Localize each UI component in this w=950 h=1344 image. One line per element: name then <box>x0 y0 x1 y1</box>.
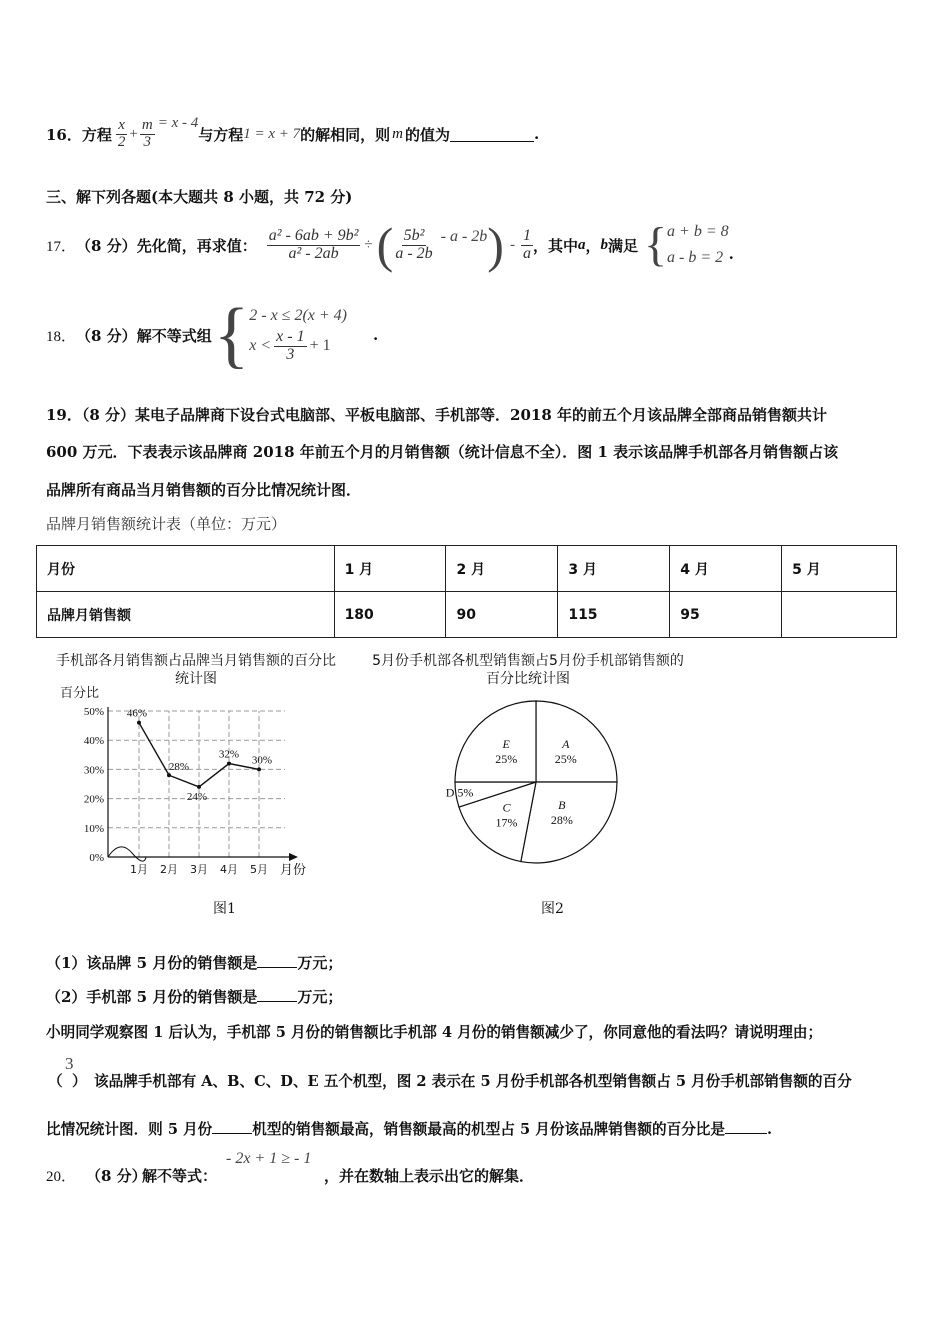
pie-slice <box>455 701 536 782</box>
q16-frac-m3: $\frac{m}{3}$ <box>141 116 153 150</box>
data-point <box>197 785 201 789</box>
q20-number: 20． <box>46 1169 77 1185</box>
section-3-title: 三、解下列各题(本大题共 8 小题，共 72 分) <box>46 188 353 206</box>
x-tick-label: 2月 <box>160 863 178 876</box>
q19-sub3-open: （ <box>48 1073 63 1090</box>
q17-brace: { <box>644 218 668 271</box>
q17-frac3: $\frac{1}{a}$ <box>522 226 531 262</box>
table-cell: 115 <box>558 592 670 638</box>
q16-post: 的解相同，则 <box>300 125 391 144</box>
q20-text: 解不等式： <box>142 1167 218 1185</box>
q19-sub1-text: （1）该品牌 5 月份的销售额是 <box>46 954 258 972</box>
q17-sys2: a - b = 2 <box>667 249 724 266</box>
q18-ineq1: 2 - x ≤ 2(x + 4) <box>249 306 347 324</box>
q17-cond-sep: ， <box>585 236 601 255</box>
y-tick-label: 30% <box>83 764 104 777</box>
q19-line1: 19．（8 分）某电子品牌商下设台式电脑部、平板电脑部、手机部等．2018 年的前五个月该品牌全部商品销售额共计 <box>46 406 828 424</box>
q19-sub3b-text2: 机型的销售额最高，销售额最高的机型占 5 月份该品牌销售额的百分比是 <box>252 1121 725 1138</box>
slice-value: 17% <box>495 815 518 830</box>
q17-paren-right: ) <box>487 217 504 273</box>
x-axis-arrow-icon <box>289 853 298 861</box>
q16-eq2: 1 = x + 7 <box>243 125 301 142</box>
chart2-title: 5月份手机部各机型销售额占5月份手机部销售额的百分比统计图 <box>372 653 684 687</box>
question-20 <box>46 1150 746 1194</box>
q17-end: . <box>728 245 734 263</box>
axis-break-icon <box>108 847 146 861</box>
table-cell: 品牌月销售额 <box>37 592 335 638</box>
q19-sub1-unit: 万元； <box>297 954 343 972</box>
q17-minus: - <box>509 236 515 253</box>
q18-system <box>213 294 347 376</box>
chart2-caption: 图2 <box>541 901 564 917</box>
data-label: 28% <box>168 761 190 774</box>
q17-inner-rest: - a - 2b <box>440 228 488 245</box>
q18-brace: { <box>213 294 250 376</box>
q19-sub3a-text: 该品牌手机部有 A、B、C、D、E 五个机型，图 2 表示在 5 月份手机部各机型销售额占 5 月份手机部销售额的百分 <box>94 1073 852 1090</box>
data-label: 46% <box>126 707 148 720</box>
q19-sub3b-text1: 比情况统计图．则 5 月份 <box>46 1121 213 1138</box>
data-point <box>227 762 231 766</box>
q16-answer-blank[interactable] <box>450 127 534 142</box>
q16-mid: 与方程 <box>198 125 244 144</box>
chart1-caption: 图1 <box>213 901 236 917</box>
table-cell: 90 <box>446 592 558 638</box>
q17-frac1: $\frac{\text{a² - 6ab + 9b²}}{\text{a² - 2ab}}$ <box>268 226 359 262</box>
q19-sub2-blank[interactable] <box>257 987 297 1002</box>
line-chart <box>40 684 330 884</box>
x-tick-label: 3月 <box>190 863 208 876</box>
slice-label: A <box>562 737 570 752</box>
q19-sub3b-end: . <box>767 1121 773 1138</box>
x-tick-label: 1月 <box>130 863 148 876</box>
q19-line2: 600 万元．下表表示该品牌商 2018 年前五个月的月销售额（统计信息不全）．图 1 表示该品牌手机部各月销售额占该 <box>46 443 839 461</box>
q16-end: . <box>534 125 540 143</box>
q19-sub2-unit: 万元； <box>297 988 343 1006</box>
q17-paren-left: ( <box>376 217 394 273</box>
slice-value: 25% <box>554 752 577 767</box>
question-16 <box>46 104 539 164</box>
q19-sub3-close: ） <box>72 1073 87 1090</box>
question-17 <box>46 212 734 278</box>
q16-plus: + <box>129 125 138 142</box>
q16-post2: 的值为 <box>405 125 451 144</box>
y-tick-label: 40% <box>83 735 104 748</box>
q18-ineq2-post: + 1 <box>309 337 331 354</box>
question-18 <box>46 292 378 378</box>
slice-label: D 5% <box>445 785 474 800</box>
q17-divide: ÷ <box>364 236 373 253</box>
table-cell-empty <box>782 592 897 638</box>
x-axis-label: 月份 <box>280 863 307 878</box>
q18-ineq2-pre: x < <box>249 337 272 354</box>
y-tick-label: 20% <box>83 793 104 806</box>
q17-text: 先化简，再求值： <box>136 236 257 255</box>
q17-sys1: a + b = 8 <box>667 223 729 240</box>
q19-sub3b <box>46 1118 772 1139</box>
y-axis-label: 百分比 <box>60 686 100 701</box>
pie-slice <box>536 701 617 782</box>
x-tick-label: 4月 <box>220 863 238 876</box>
table-header-cell: 4 月 <box>670 546 782 592</box>
slice-label: B <box>558 798 566 813</box>
q18-number: 18． <box>46 328 77 345</box>
q19-sub2b: 小明同学观察图 1 后认为，手机部 5 月份的销售额比手机部 4 月份的销售额减少了，你同意他的看法吗？请说明理由； <box>46 1024 823 1041</box>
data-label: 24% <box>186 790 208 803</box>
q19-sub3-num: 3 <box>65 1054 74 1073</box>
q19-sub1 <box>46 952 342 973</box>
q17-cond-a: a <box>577 236 586 253</box>
data-point <box>257 767 261 771</box>
q20-post: ，并在数轴上表示出它的解集． <box>324 1167 535 1185</box>
q17-frac2: $\frac{\text{5b²}}{a - 2b}$ <box>395 226 433 262</box>
q18-points: （8 分） <box>76 326 137 345</box>
sales-table <box>36 545 897 638</box>
q20-points: （8 分） <box>86 1167 147 1185</box>
q18-text: 解不等式组 <box>136 326 212 345</box>
q19-sub2 <box>46 986 342 1007</box>
y-tick-label: 0% <box>89 852 104 864</box>
table-header-cell: 月份 <box>37 546 335 592</box>
q18-frac: $\frac{x - 1}{3}$ <box>276 327 305 363</box>
table-header-row <box>37 546 897 592</box>
q17-cond-b: b <box>600 236 608 253</box>
table-row <box>37 592 897 638</box>
slice-label: E <box>502 737 510 752</box>
pie-chart <box>440 690 640 875</box>
q17-cond-text: ，其中 <box>532 236 578 255</box>
q16-number: 16． <box>46 125 82 144</box>
q16-prefix: 方程 <box>81 125 112 144</box>
data-label: 32% <box>218 748 240 761</box>
q19-line3: 品牌所有商品当月销售额的百分比情况统计图． <box>46 481 362 499</box>
table-caption: 品牌月销售额统计表（单位：万元） <box>46 515 287 533</box>
q19-sub1-blank[interactable] <box>257 953 297 968</box>
q17-cond-text2: 满足 <box>607 236 638 255</box>
table-cell: 95 <box>670 592 782 638</box>
data-point <box>137 721 141 725</box>
q16-var: m <box>392 125 404 142</box>
slice-label: C <box>502 800 511 815</box>
q18-end: . <box>373 326 379 344</box>
table-header-cell: 3 月 <box>558 546 670 592</box>
chart1-title: 手机部各月销售额占品牌当月销售额的百分比统计图 <box>56 653 336 687</box>
q19-sub3b-blank2[interactable] <box>725 1119 767 1134</box>
q17-points: （8 分） <box>76 236 137 255</box>
q19-sub2-text: （2）手机部 5 月份的销售额是 <box>46 988 258 1006</box>
q16-frac-x2: $\frac{x}{2}$ <box>117 116 126 150</box>
y-tick-label: 50% <box>83 706 104 718</box>
data-label: 30% <box>251 754 273 767</box>
slice-value: 28% <box>550 813 573 828</box>
q17-number: 17． <box>46 238 77 255</box>
data-point <box>167 773 171 777</box>
q19-sub3b-blank1[interactable] <box>212 1119 252 1134</box>
y-tick-label: 10% <box>83 822 104 835</box>
table-header-cell: 5 月 <box>782 546 897 592</box>
q16-rhs: = x - 4 <box>157 114 199 131</box>
slice-value: 25% <box>495 752 518 767</box>
q17-system <box>644 219 729 271</box>
x-tick-label: 5月 <box>250 863 268 876</box>
q20-ineq: - 2x + 1 ≥ - 1 <box>226 1150 312 1167</box>
table-cell: 180 <box>334 592 446 638</box>
table-header-cell: 1 月 <box>334 546 446 592</box>
table-header-cell: 2 月 <box>446 546 558 592</box>
